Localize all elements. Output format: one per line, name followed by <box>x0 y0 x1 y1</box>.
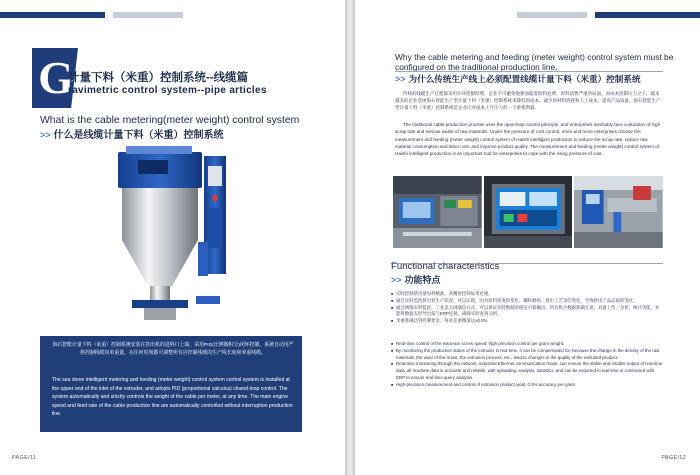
why-heading-cn-row <box>395 73 641 85</box>
metering-machine-illustration <box>100 146 260 336</box>
feature-item-cn: ■ 通过网络实时监控、工业以太网通信方式，可以保证实时数据的稳定可靠输出，所有机台数据准确无误，具备上传、分析、统计功能，并能将数据实时导出报与ERP连接，确保实时查询分析。 <box>391 305 663 319</box>
page-number: PAGE/12 <box>661 455 686 461</box>
why-paragraph-cn: 传统的线缆生产过程都采用开环控制原理，企业不可避免地要面临着原料浪费、原料消费严重的局面。而成本控制压力之下，越来越多的企业选择海石智能生产型计量下料（米重）控制系统来降低原成本，减少原材料消耗和人工成本，提高产品质量。海石智能生产型计量下料（米重）控制系统是企业应对成本上升压力的一个重要利器。 <box>395 91 661 111</box>
top-bar-light <box>113 12 183 18</box>
question-heading-cn: 什么是线缆计量下料（米重）控制系统 <box>53 130 224 141</box>
description-en: The sea stone intelligent metering and feeding (meter weight) control system control system is installed at the upper end of the inlet of the extruder, and adopts PID (proportional calculus) closed-loop control. The system automatically and strictly controls the weight of the cable per meter, at any time. The main engine speed and feed rate of the cable production line are automatically controlled without interruption production line. <box>52 377 293 418</box>
feature-item-cn: ■ 米重准确达到控制要求，每米克重精准达±0.5% <box>391 318 663 325</box>
question-heading-en: What is the cable metering(meter weight) control system <box>40 115 300 126</box>
top-bar-light <box>517 12 587 18</box>
heading-divider <box>395 71 663 72</box>
book-gutter <box>345 0 355 475</box>
feature-item-en: ■ Real-time monitoring through the network, industrial Ethernet communication mode, can ensure the stable and reliable output of real-time data, all machine data is accurate and reliable, with uploading, analysis, statistics, and can be exported in real time or connected with ERP to ensure real-time query analysis. <box>391 361 663 381</box>
question-heading-cn-row <box>40 126 224 141</box>
functional-heading-en: Functional characteristics <box>391 261 500 272</box>
extruder-photo <box>574 176 663 248</box>
chevron-right-icon: >> <box>391 275 402 285</box>
feature-item-en: ■ By monitoring the production status of the extruder in real time, it can be compensated for, because the change in the density of the raw materials, the wear of the rmost, the extrusion process, etc., lead to changes in the quality of the extruded product. <box>391 348 663 362</box>
right-page <box>355 0 700 475</box>
section-title-cn: 计量下料（米重）控制系统--线缆篇 <box>68 72 249 84</box>
production-line-photo <box>393 176 482 248</box>
top-bar-dark <box>0 12 105 18</box>
left-page <box>0 0 345 475</box>
control-screen-photo <box>484 176 573 248</box>
feature-list-cn <box>391 291 663 325</box>
why-heading-cn: 为什么传统生产线上必须配置线缆计量下料（米重）控制系统 <box>408 74 641 84</box>
why-paragraph-en: The traditional cable production process uses the open-loop control principle, and enterprises inevitably face a situation of high scrap rate and serious waste of raw materials. Under the pressure of cost control, more and more enterprises choose the measurement and feeding (meter weight) control system of Haishi intelligent production to reduce the scrap rate, reduce raw material consumption and labor cost, and improve product quality. The measurement and feeding (meter weight) control system of Haishi intelligent production is an important tool for enterprises to cope with the rising pressure of cost. <box>395 122 661 157</box>
page-number: PAGE/11 <box>12 455 37 461</box>
header-letter: G <box>38 52 74 103</box>
description-panel <box>40 336 302 432</box>
feature-list-en <box>391 341 663 389</box>
feature-item-cn: ■ 通过实时监控挤出机生产状况，可以实现，因为原料密度的变化、螺杆磨损、挤出工艺等的变化，导致挤出产品品质的变化。 <box>391 298 663 305</box>
functional-heading-cn-row <box>391 273 441 286</box>
top-bar-dark <box>595 12 700 18</box>
description-cn: 海石智能计量下料（米重）控制系统安装在挤出机的进料口上端，采用PID(比例微积分)闭环控制。系统自动用严格控制线缆每米重量。在任何时刻都可调整所有应控制线缆的生产线长度和米重线缆。 <box>52 343 294 356</box>
production-photo-strip <box>393 176 663 248</box>
chevron-right-icon: >> <box>395 74 406 84</box>
chevron-right-icon: >> <box>40 130 51 140</box>
feature-item-en: ■ High-precision measurement and control of extrusion product yield, 0.5% accuracy per gram <box>391 382 663 389</box>
feature-item-en: ■ Real-time control of the extrusion screw speed, high precision control per gram weight. <box>391 341 663 348</box>
functional-heading-cn: 功能特点 <box>404 275 441 285</box>
why-heading-en: Why the cable metering and feeding (meter weight) control system must be configured on the traditional production line. <box>395 52 674 72</box>
feature-item-cn: ■ 实时控制挤出量每秒精准，高精度控制每米克重。 <box>391 291 663 298</box>
section-title-en: ravimetric control system--pipe articles <box>68 85 267 96</box>
